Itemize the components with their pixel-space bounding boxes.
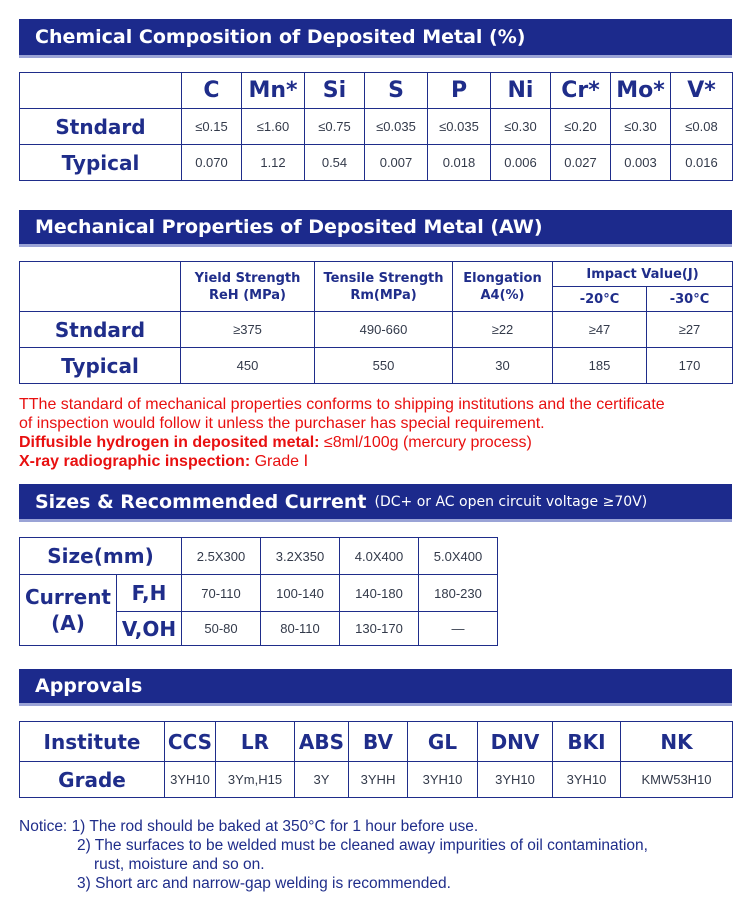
tensile-strength-unit: Rm(MPa) — [350, 287, 417, 303]
chem-value: 0.018 — [428, 145, 491, 181]
approvals-title: Approvals — [35, 675, 143, 697]
elongation-unit: A4(%) — [480, 287, 525, 303]
chemical-composition-banner — [19, 19, 732, 58]
mech-value: ≥22 — [453, 312, 553, 348]
institute-name: GL — [408, 722, 478, 762]
mech-value: 490-660 — [315, 312, 453, 348]
row-label: Typical — [20, 145, 182, 181]
current-label — [20, 575, 117, 646]
institute-name: BKI — [553, 722, 621, 762]
chem-element-header: S — [365, 73, 428, 109]
chem-element-header: Mo* — [611, 73, 671, 109]
notice-item-3: 3) Short arc and narrow-gap welding is recommended. — [77, 875, 451, 892]
chem-element-header: C — [182, 73, 242, 109]
institute-name: CCS — [165, 722, 216, 762]
hydrogen-note — [19, 433, 734, 452]
current-value: 140-180 — [340, 575, 419, 612]
xray-label: X-ray radiographic inspection: — [19, 453, 251, 470]
yield-strength-header — [181, 262, 315, 312]
mech-value: ≥375 — [181, 312, 315, 348]
grade-value: 3Ym,H15 — [216, 762, 295, 798]
size-value: 5.0X400 — [419, 538, 498, 575]
chem-element-header: Si — [305, 73, 365, 109]
chem-header-row — [20, 73, 733, 109]
hydrogen-value: ≤8ml/100g (mercury process) — [323, 434, 532, 451]
grade-row — [20, 762, 733, 798]
mech-value: ≥27 — [647, 312, 733, 348]
chem-value: 1.12 — [242, 145, 305, 181]
size-row — [20, 538, 498, 575]
chem-value: ≤0.035 — [428, 109, 491, 145]
chem-element-header: Cr* — [551, 73, 611, 109]
chem-element-header: V* — [671, 73, 733, 109]
chemical-composition-table — [19, 72, 733, 181]
institute-label: Institute — [20, 722, 165, 762]
institute-name: DNV — [478, 722, 553, 762]
grade-value: 3YHH — [349, 762, 408, 798]
xray-value: Grade Ⅰ — [254, 453, 309, 470]
institute-name: BV — [349, 722, 408, 762]
size-value: 4.0X400 — [340, 538, 419, 575]
institute-name: ABS — [295, 722, 349, 762]
usage-notice — [19, 817, 734, 893]
chem-value: ≤0.08 — [671, 109, 733, 145]
notice-prefix: Notice: — [19, 818, 68, 835]
chem-value: 0.016 — [671, 145, 733, 181]
standard-note-line-2: of inspection would follow it unless the purchaser has special requirement. — [19, 415, 545, 432]
chemical-composition-title: Chemical Composition of Deposited Metal (%) — [35, 26, 526, 48]
notice-item-2-continued: rust, moisture and so on. — [94, 856, 265, 873]
current-value: — — [419, 612, 498, 646]
temp-minus30-header: -30°C — [647, 287, 733, 312]
mech-value: 170 — [647, 348, 733, 384]
chem-value: ≤0.15 — [182, 109, 242, 145]
row-label: Typical — [20, 348, 181, 384]
grade-value: 3YH10 — [553, 762, 621, 798]
chem-standard-row — [20, 109, 733, 145]
size-label: Size(mm) — [20, 538, 182, 575]
position-voh-label: V,OH — [117, 612, 182, 646]
chem-value: ≤0.75 — [305, 109, 365, 145]
current-value: 180-230 — [419, 575, 498, 612]
chem-value: ≤1.60 — [242, 109, 305, 145]
chem-value: ≤0.20 — [551, 109, 611, 145]
grade-value: 3YH10 — [408, 762, 478, 798]
chem-value: 0.003 — [611, 145, 671, 181]
impact-value-header: Impact Value(J) — [553, 262, 733, 287]
elongation-header — [453, 262, 553, 312]
chem-element-header: Ni — [491, 73, 551, 109]
notice-text: 1) The rod should be baked at 350°C for 1 hour before use. — [71, 818, 479, 835]
size-value: 3.2X350 — [261, 538, 340, 575]
mechanical-properties-title: Mechanical Properties of Deposited Metal (AW) — [35, 216, 543, 238]
institute-name: LR — [216, 722, 295, 762]
current-label-line-2: (A) — [51, 611, 85, 635]
standard-note-line-1: TThe standard of mechanical properties conforms to shipping institutions and the certificate — [19, 396, 665, 413]
xray-note — [19, 452, 734, 471]
row-label: Stndard — [20, 312, 181, 348]
institute-name: NK — [621, 722, 733, 762]
current-value: 80-110 — [261, 612, 340, 646]
approvals-table — [19, 721, 733, 798]
mech-corner-cell — [20, 262, 181, 312]
grade-label: Grade — [20, 762, 165, 798]
sizes-current-title: Sizes & Recommended Current — [35, 490, 367, 513]
mech-typical-row — [20, 348, 733, 384]
approvals-banner — [19, 669, 732, 706]
chem-value: ≤0.30 — [491, 109, 551, 145]
chem-value: 0.006 — [491, 145, 551, 181]
position-fh-label: F,H — [117, 575, 182, 612]
grade-value: KMW53H10 — [621, 762, 733, 798]
fh-current-row — [20, 575, 498, 612]
chem-value: ≤0.30 — [611, 109, 671, 145]
tensile-strength-header — [315, 262, 453, 312]
current-value: 100-140 — [261, 575, 340, 612]
sizes-current-subtitle: (DC+ or AC open circuit voltage ≥70V) — [374, 493, 648, 510]
temp-minus20-header: -20°C — [553, 287, 647, 312]
notice-item-1 — [19, 817, 734, 836]
mech-standard-row — [20, 312, 733, 348]
chem-value: 0.027 — [551, 145, 611, 181]
hydrogen-label: Diffusible hydrogen in deposited metal: — [19, 434, 320, 451]
sizes-current-table — [19, 537, 498, 646]
chem-value: 0.54 — [305, 145, 365, 181]
elongation-label: Elongation — [463, 270, 542, 286]
chem-element-header: Mn* — [242, 73, 305, 109]
grade-value: 3Y — [295, 762, 349, 798]
mech-value: 30 — [453, 348, 553, 384]
current-value: 130-170 — [340, 612, 419, 646]
mech-value: 450 — [181, 348, 315, 384]
current-value: 70-110 — [182, 575, 261, 612]
mech-value: ≥47 — [553, 312, 647, 348]
notice-item-2: 2) The surfaces to be welded must be cleaned away impurities of oil contamination, — [77, 837, 648, 854]
mech-header-row-1 — [20, 262, 733, 287]
current-label-line-1: Current — [24, 585, 111, 609]
mechanical-notes — [19, 395, 734, 471]
chem-value: ≤0.035 — [365, 109, 428, 145]
mech-value: 185 — [553, 348, 647, 384]
mechanical-properties-banner — [19, 210, 732, 247]
tensile-strength-label: Tensile Strength — [323, 270, 444, 286]
institute-row — [20, 722, 733, 762]
chem-element-header: P — [428, 73, 491, 109]
grade-value: 3YH10 — [165, 762, 216, 798]
sizes-current-banner — [19, 484, 732, 522]
mechanical-properties-table — [19, 261, 733, 384]
chem-corner-cell — [20, 73, 182, 109]
mech-value: 550 — [315, 348, 453, 384]
chem-typical-row — [20, 145, 733, 181]
yield-strength-unit: ReH (MPa) — [208, 287, 286, 303]
grade-value: 3YH10 — [478, 762, 553, 798]
row-label: Stndard — [20, 109, 182, 145]
size-value: 2.5X300 — [182, 538, 261, 575]
chem-value: 0.007 — [365, 145, 428, 181]
yield-strength-label: Yield Strength — [194, 270, 301, 286]
current-value: 50-80 — [182, 612, 261, 646]
chem-value: 0.070 — [182, 145, 242, 181]
